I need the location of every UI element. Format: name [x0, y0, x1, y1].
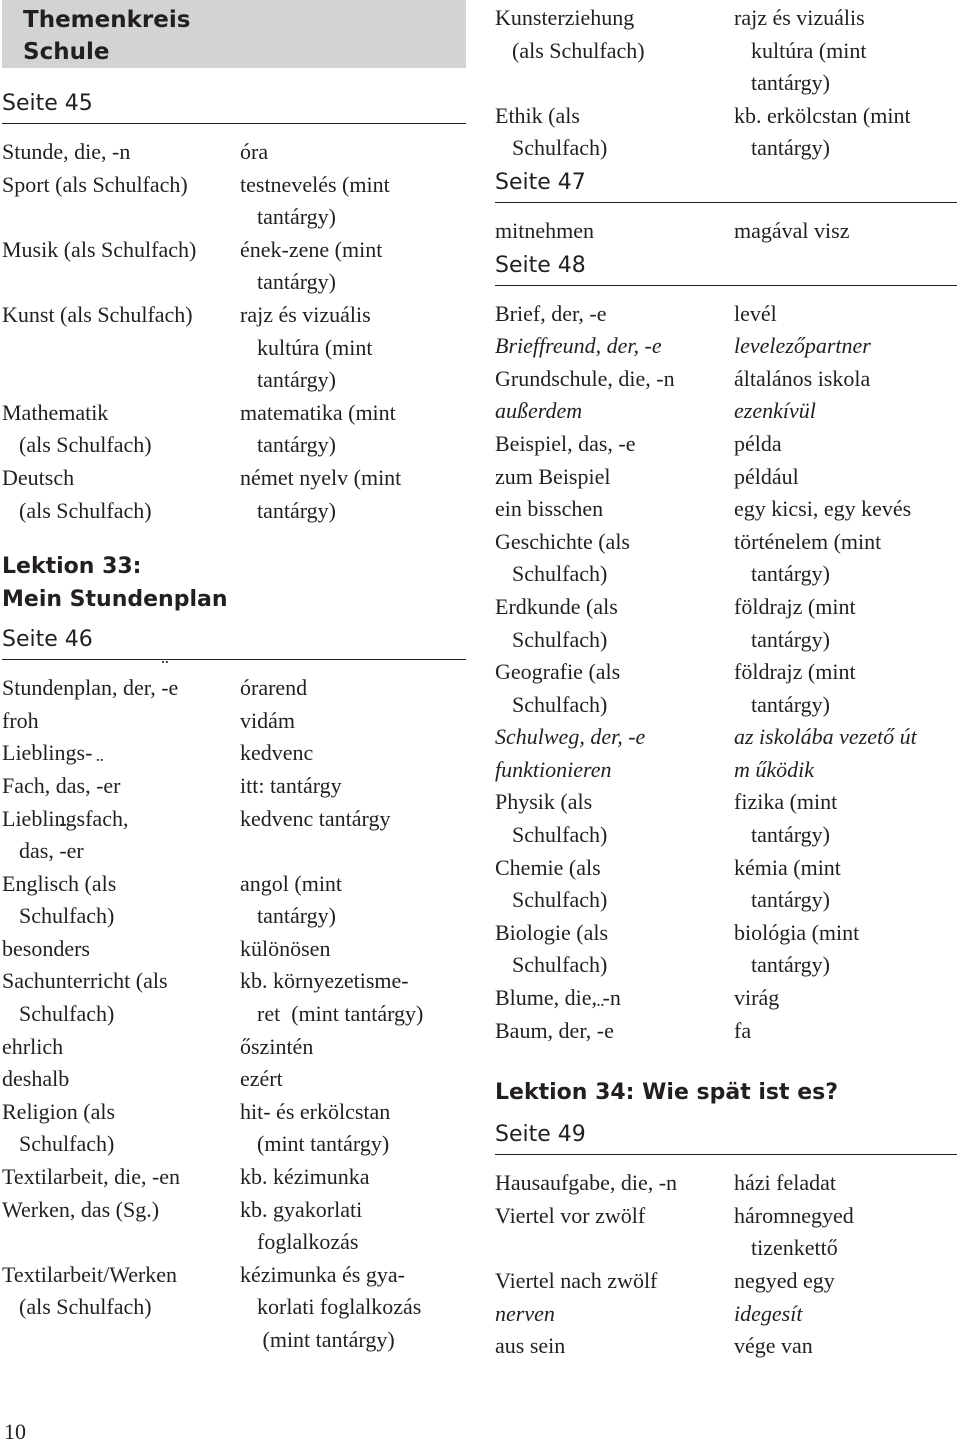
german-term — [495, 917, 734, 982]
left-column — [2, 0, 466, 1357]
german-term-line: mitnehmen — [495, 217, 594, 243]
german-term-line: Sport (als Schulfach) — [2, 171, 188, 197]
german-term-line: Musik (als Schulfach) — [2, 236, 197, 262]
german-term-line: ehrlich — [2, 1033, 64, 1059]
vocab-entry — [2, 672, 466, 705]
hungarian-translation — [734, 363, 957, 396]
german-term — [495, 1265, 734, 1298]
hungarian-translation — [240, 803, 466, 868]
vocab-entry — [495, 493, 957, 526]
vocab-entry — [2, 1063, 466, 1096]
vocab-entry — [495, 852, 957, 917]
hungarian-translation — [734, 982, 957, 1015]
vocab-entry — [495, 1200, 957, 1265]
german-term-line: Erdkunde (als — [495, 593, 618, 619]
german-term — [495, 526, 734, 591]
lesson-title — [2, 550, 466, 616]
german-term-line: Geschichte (als — [495, 528, 630, 554]
german-term — [2, 1259, 240, 1357]
translation-line: az iskolába vezető út — [734, 724, 917, 750]
german-term-line: Englisch (als — [2, 870, 117, 896]
german-term — [495, 330, 734, 363]
translation-line: (mint tantárgy) — [257, 1327, 395, 1352]
german-term-line: Hausaufgabe, die, -n — [495, 1170, 678, 1196]
hungarian-translation — [240, 705, 466, 738]
german-term-line: Ethik (als — [495, 102, 580, 128]
translation-line: levél — [734, 300, 777, 326]
page-number: 10 — [4, 1419, 26, 1444]
hungarian-translation — [734, 1265, 957, 1298]
vocab-entry — [2, 965, 466, 1030]
translation-line: rajz és vizuális — [240, 301, 371, 327]
german-term-line: Schulfach) — [19, 1001, 115, 1027]
hungarian-translation — [734, 591, 957, 656]
translation-line: magával visz — [734, 217, 850, 243]
right-column — [495, 0, 957, 1363]
translation-line: virág — [734, 985, 780, 1011]
german-term — [2, 1063, 240, 1096]
translation-line: kb. erkölcstan (mint — [734, 102, 911, 128]
hungarian-translation — [240, 965, 466, 1030]
hungarian-translation — [240, 1031, 466, 1064]
hungarian-translation — [240, 770, 466, 803]
vocab-entry — [2, 234, 466, 299]
hungarian-translation — [734, 656, 957, 721]
vocab-entry — [2, 1161, 466, 1194]
german-term — [495, 1167, 734, 1200]
german-term — [495, 1298, 734, 1331]
german-term-line: Physik (als — [495, 789, 593, 815]
german-term — [495, 100, 734, 165]
section-heading-seite-47: Seite 47 — [495, 167, 957, 203]
german-term-line: Religion (als — [2, 1098, 116, 1124]
vocab-entry — [495, 215, 957, 248]
german-term — [495, 721, 734, 754]
umlaut-dash: ¨ - — [597, 1015, 604, 1048]
translation-line: történelem (mint — [734, 528, 882, 554]
german-term-line: nerven — [495, 1300, 555, 1326]
translation-line: (mint tantárgy) — [257, 1131, 390, 1157]
translation-line: tizenkettő — [751, 1235, 838, 1261]
translation-line: biológia (mint — [734, 919, 860, 945]
vocab-list — [2, 672, 466, 1356]
german-term-line: (als Schulfach) — [19, 1294, 152, 1320]
hungarian-translation — [240, 1096, 466, 1161]
translation-line: kb. kézimunka — [240, 1164, 370, 1190]
vocab-entry — [2, 136, 466, 169]
german-term — [495, 395, 734, 428]
german-term-line: Grundschule, die, -n — [495, 365, 675, 391]
translation-line: tantárgy) — [257, 367, 337, 393]
translation-line: testnevelés (mint — [240, 171, 390, 197]
german-term-line — [2, 1226, 240, 1259]
german-term-line: Lieblings- — [2, 740, 93, 766]
german-term-line: Schulfach) — [512, 135, 608, 161]
translation-line: rajz és vizuális — [734, 5, 865, 30]
german-term — [2, 1096, 240, 1161]
hungarian-translation — [240, 169, 466, 234]
vocab-entry — [495, 591, 957, 656]
vocab-list — [495, 2, 957, 165]
german-term — [2, 1161, 240, 1194]
vocab-list — [495, 1167, 957, 1363]
german-term-line: Schulfach) — [512, 691, 608, 717]
german-term — [2, 672, 240, 705]
hungarian-translation — [240, 672, 466, 705]
translation-line: órarend — [240, 675, 308, 701]
translation-line: egy kicsi, egy kevés — [734, 496, 912, 522]
translation-line: levelezőpartner — [734, 333, 871, 359]
translation-line: példa — [734, 430, 782, 456]
translation-line: ezenkívül — [734, 398, 816, 424]
german-term-line: Schulfach) — [512, 626, 608, 652]
german-term-line: Stunde, die, -n — [2, 139, 131, 164]
hungarian-translation — [734, 2, 957, 100]
hungarian-translation — [240, 737, 466, 770]
translation-line: idegesít — [734, 1300, 803, 1326]
translation-line: kb. gyakorlati — [240, 1196, 363, 1222]
translation-line: kultúra (mint — [751, 37, 867, 63]
german-term — [495, 1200, 734, 1265]
hungarian-translation — [734, 215, 957, 248]
translation-line: ret (mint tantárgy) — [257, 1001, 424, 1027]
translation-line: vége van — [734, 1333, 813, 1359]
german-term-line: Werken, das (Sg.) — [2, 1196, 160, 1222]
umlaut-dash: ¨ - — [59, 835, 66, 868]
hungarian-translation — [734, 493, 957, 526]
vocab-entry — [495, 298, 957, 331]
german-term — [495, 754, 734, 787]
hungarian-translation — [734, 786, 957, 851]
translation-line: kedvenc tantárgy — [240, 805, 391, 831]
german-term-line: Chemie (als — [495, 854, 601, 880]
translation-line: például — [734, 463, 799, 489]
vocab-entry — [495, 1167, 957, 1200]
hungarian-translation — [734, 526, 957, 591]
hungarian-translation — [240, 462, 466, 527]
german-term-line: Lieblingsfach, — [2, 805, 129, 831]
german-term-line: Kunsterziehung — [495, 5, 635, 30]
translation-line: tantárgy) — [751, 70, 831, 96]
translation-line: fizika (mint — [734, 789, 838, 815]
vocab-entry — [2, 169, 466, 234]
hungarian-translation — [240, 1161, 466, 1194]
german-term — [495, 428, 734, 461]
vocab-entry — [495, 721, 957, 754]
section-heading-seite-45: Seite 45 — [2, 88, 466, 124]
german-term-line: Schulfach) — [19, 903, 115, 929]
translation-line: hit- és erkölcstan — [240, 1098, 391, 1124]
vocab-entry — [495, 2, 957, 100]
vocab-entry — [2, 397, 466, 462]
german-term-line: Beispiel, das, -e — [495, 430, 636, 456]
translation-line: fa — [734, 1017, 752, 1043]
german-term-line: Mathematik — [2, 399, 109, 425]
hungarian-translation — [734, 1167, 957, 1200]
hungarian-translation — [734, 1330, 957, 1363]
german-term-line: froh — [2, 707, 39, 733]
hungarian-translation — [734, 1015, 957, 1048]
vocab-entry — [2, 299, 466, 397]
german-term-line: Kunst (als Schulfach) — [2, 301, 193, 327]
translation-line: házi feladat — [734, 1170, 836, 1196]
vocab-entry — [495, 917, 957, 982]
hungarian-translation — [734, 721, 957, 754]
translation-line: földrajz (mint — [734, 659, 856, 685]
translation-line — [240, 835, 466, 868]
vocab-entry — [2, 933, 466, 966]
translation-line: német nyelv (mint — [240, 464, 402, 490]
german-term — [2, 1194, 240, 1259]
umlaut-dash: ¨ - — [96, 770, 103, 803]
german-term-line: Geografie (als — [495, 659, 621, 685]
translation-line: különösen — [240, 935, 331, 961]
translation-line: m űködik — [734, 756, 815, 782]
translation-line: tantárgy) — [257, 204, 337, 230]
german-term — [495, 1015, 734, 1048]
german-term-line: Stundenplan, der, ¨ -e — [2, 672, 240, 705]
translation-line: foglalkozás — [257, 1229, 359, 1255]
hungarian-translation — [734, 461, 957, 494]
translation-line: óra — [240, 139, 269, 164]
german-term — [2, 803, 240, 868]
hungarian-translation — [734, 395, 957, 428]
translation-line: tantárgy) — [751, 691, 831, 717]
vocab-entry — [2, 1194, 466, 1259]
vocab-entry — [2, 705, 466, 738]
german-term-line — [495, 67, 734, 100]
hungarian-translation — [240, 868, 466, 933]
hungarian-translation — [734, 100, 957, 165]
translation-line: tantárgy) — [751, 822, 831, 848]
hungarian-translation — [734, 1200, 957, 1265]
translation-line: tantárgy) — [257, 903, 337, 929]
german-term-line: Baum, der, ¨ -e — [495, 1015, 734, 1048]
vocab-entry — [495, 786, 957, 851]
german-term — [495, 982, 734, 1015]
vocab-entry — [495, 656, 957, 721]
vocab-entry — [2, 1031, 466, 1064]
german-term — [495, 2, 734, 100]
german-term — [2, 299, 240, 397]
translation-line: kedvenc — [240, 740, 314, 766]
german-term — [2, 169, 240, 234]
german-term-line — [495, 1232, 734, 1265]
german-term-line: Schulfach) — [512, 561, 608, 587]
translation-line: tantárgy) — [257, 497, 337, 523]
vocab-entry — [495, 754, 957, 787]
translation-line: kultúra (mint — [257, 334, 373, 360]
german-term — [2, 933, 240, 966]
translation-line: korlati foglalkozás — [257, 1294, 422, 1320]
german-term-line: Biologie (als — [495, 919, 609, 945]
section-heading-seite-46: Seite 46 — [2, 624, 466, 660]
vocab-entry — [495, 363, 957, 396]
vocab-entry — [495, 395, 957, 428]
section-heading-seite-49: Seite 49 — [495, 1119, 957, 1155]
german-term — [495, 461, 734, 494]
translation-line: őszintén — [240, 1033, 314, 1059]
german-term — [2, 965, 240, 1030]
vocab-entry — [495, 1330, 957, 1363]
german-term-line: Textilarbeit/Werken — [2, 1261, 178, 1287]
german-term — [2, 462, 240, 527]
translation-line: tantárgy) — [751, 952, 831, 978]
vocab-list — [495, 215, 957, 248]
german-term — [2, 770, 240, 803]
translation-line: ének-zene (mint — [240, 236, 383, 262]
german-term-line: (als Schulfach) — [19, 497, 152, 523]
hungarian-translation — [240, 234, 466, 299]
german-term — [495, 363, 734, 396]
german-term-line: Schulweg, der, -e — [495, 724, 646, 750]
hungarian-translation — [240, 299, 466, 397]
translation-line: tantárgy) — [751, 887, 831, 913]
vocab-entry — [2, 462, 466, 527]
translation-line: matematika (mint — [240, 399, 396, 425]
vocab-entry — [495, 526, 957, 591]
german-term-line: Schulfach) — [512, 952, 608, 978]
translation-line: kb. környezetisme- — [240, 968, 409, 994]
german-term-line: (als Schulfach) — [512, 37, 645, 63]
hungarian-translation — [734, 754, 957, 787]
german-term-line: Textilarbeit, die, -en — [2, 1164, 181, 1190]
hungarian-translation — [240, 1259, 466, 1357]
vocab-entry — [2, 1259, 466, 1357]
translation-line: tantárgy) — [257, 269, 337, 295]
translation-line: angol (mint — [240, 870, 343, 896]
section-heading-seite-48: Seite 48 — [495, 250, 957, 286]
german-term — [2, 737, 240, 770]
vocab-entry — [495, 1298, 957, 1331]
translation-line: negyed egy — [734, 1268, 835, 1293]
translation-line: itt: tantárgy — [240, 772, 342, 798]
translation-line: tantárgy) — [751, 561, 831, 587]
translation-line: ezért — [240, 1066, 283, 1092]
hungarian-translation — [734, 298, 957, 331]
vocab-list — [2, 136, 466, 527]
hungarian-translation — [734, 1298, 957, 1331]
german-term — [495, 215, 734, 248]
german-term — [2, 868, 240, 933]
lesson-title-line1: Lektion 33: — [2, 554, 142, 580]
german-term-line: Schulfach) — [512, 887, 608, 913]
translation-line: vidám — [240, 707, 295, 733]
vocab-entry — [495, 1265, 957, 1298]
german-term-line: Deutsch — [2, 464, 75, 490]
german-term-line: außerdem — [495, 398, 583, 424]
translation-line: földrajz (mint — [734, 593, 856, 619]
german-term-line: Blume, die, -n — [495, 985, 621, 1011]
vocab-list — [495, 298, 957, 1048]
german-term-line: Sachunterricht (als — [2, 968, 168, 994]
german-term-line: deshalb — [2, 1066, 70, 1092]
german-term-line: Viertel vor zwölf — [495, 1202, 646, 1228]
hungarian-translation — [734, 917, 957, 982]
german-term — [2, 397, 240, 462]
german-term-line: zum Beispiel — [495, 463, 611, 489]
german-term-line: Viertel nach zwölf — [495, 1268, 658, 1293]
german-term-line: Fach, das, ¨ -er — [2, 770, 240, 803]
vocab-entry — [495, 100, 957, 165]
german-term-line: aus sein — [495, 1333, 566, 1359]
german-term — [495, 852, 734, 917]
theme-title-line1: Themenkreis — [23, 7, 191, 33]
hungarian-translation — [734, 852, 957, 917]
lesson-title: Lektion 34: Wie spät ist es? — [495, 1080, 838, 1106]
german-term — [495, 493, 734, 526]
german-term-line — [2, 1324, 240, 1357]
german-term-line: Brief, der, -e — [495, 300, 607, 326]
german-term-line: Brieffreund, der, -e — [495, 333, 662, 359]
vocab-entry — [495, 330, 957, 363]
german-term-line: ein bisschen — [495, 496, 604, 522]
vocab-entry — [2, 868, 466, 933]
vocab-entry — [2, 803, 466, 868]
german-term — [2, 234, 240, 299]
translation-line: kézimunka és gya- — [240, 1261, 405, 1287]
umlaut-dash: ¨ - — [161, 672, 168, 705]
translation-line: tantárgy) — [751, 626, 831, 652]
german-term-line: funktionieren — [495, 756, 612, 782]
translation-line: háromnegyed — [734, 1202, 854, 1228]
german-term — [2, 1031, 240, 1064]
german-term — [495, 298, 734, 331]
translation-line: kémia (mint — [734, 854, 841, 880]
theme-header-box — [2, 0, 466, 68]
german-term — [495, 591, 734, 656]
lesson-title-line2: Mein Stundenplan — [2, 587, 228, 613]
theme-title-line2: Schule — [23, 39, 110, 65]
translation-line: tantárgy) — [257, 432, 337, 458]
german-term — [495, 656, 734, 721]
vocab-entry — [495, 428, 957, 461]
vocab-entry — [2, 1096, 466, 1161]
german-term — [2, 136, 240, 169]
german-term — [495, 1330, 734, 1363]
translation-line: tantárgy) — [751, 135, 831, 161]
vocab-entry — [495, 1015, 957, 1048]
german-term-line: besonders — [2, 935, 90, 961]
translation-line: általános iskola — [734, 365, 871, 391]
hungarian-translation — [734, 428, 957, 461]
hungarian-translation — [240, 1063, 466, 1096]
german-term — [2, 705, 240, 738]
hungarian-translation — [240, 933, 466, 966]
vocab-entry — [2, 770, 466, 803]
german-term — [495, 786, 734, 851]
hungarian-translation — [240, 1194, 466, 1259]
vocab-entry — [2, 737, 466, 770]
german-term-line: Schulfach) — [512, 822, 608, 848]
hungarian-translation — [240, 397, 466, 462]
vocab-entry — [495, 461, 957, 494]
hungarian-translation — [240, 136, 466, 169]
german-term-line: das, ¨ -er — [2, 835, 240, 868]
german-term-line: (als Schulfach) — [19, 432, 152, 458]
vocab-entry — [495, 982, 957, 1015]
hungarian-translation — [734, 330, 957, 363]
german-term-line: Schulfach) — [19, 1131, 115, 1157]
